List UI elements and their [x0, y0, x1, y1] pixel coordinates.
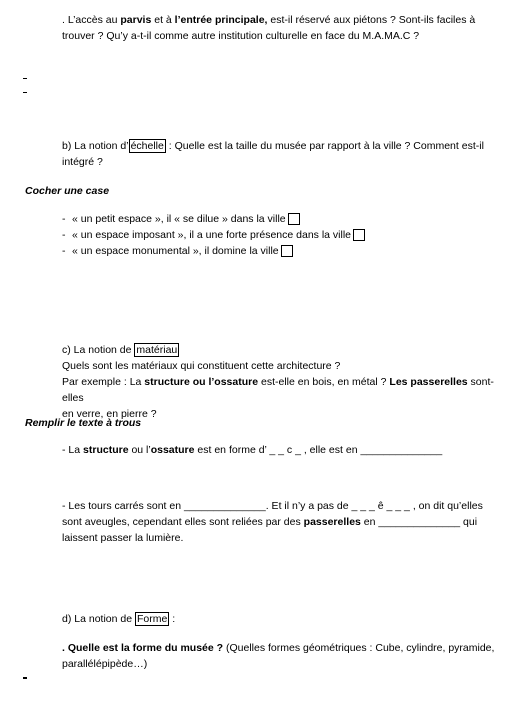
option-label: « un petit espace », il « se dilue » dans la ville	[72, 213, 286, 225]
bold-ossature: ossature	[150, 444, 195, 456]
answer-dash	[23, 78, 27, 79]
answer-dash	[23, 677, 27, 679]
section-b-question: : Quelle est la taille du musée par rapport à la ville ? Comment est-il	[165, 140, 484, 152]
bold-entree: l’entrée principale,	[174, 14, 268, 26]
checkbox[interactable]	[281, 245, 293, 257]
checkbox[interactable]	[353, 229, 365, 241]
bold-forme-question: . Quelle est la forme du musée ?	[62, 642, 224, 654]
instruction-checkbox: Cocher une case	[25, 185, 110, 197]
section-d-prefix: d) La notion de	[62, 613, 135, 625]
fill-sentence-1	[62, 442, 507, 458]
question-access	[62, 12, 502, 44]
option-3: - « un espace monumental », il domine la ville	[62, 243, 365, 259]
instruction-fill: Remplir le texte à trous	[25, 417, 142, 429]
text: ou l’	[128, 444, 151, 456]
option-label: « un espace monumental », il domine la ville	[72, 245, 279, 257]
text: :	[169, 613, 176, 625]
option-2: - « un espace imposant », il a une forte présence dans la ville	[62, 227, 365, 243]
text: en ______________ qui	[360, 516, 478, 528]
term-forme: Forme	[136, 613, 168, 625]
checkbox[interactable]	[288, 213, 300, 225]
section-b-line2: intégré ?	[62, 156, 103, 168]
text: et à	[151, 14, 175, 26]
fill-sentence-2	[62, 498, 507, 546]
section-d	[62, 611, 175, 627]
term-materiau: matériau	[136, 344, 178, 356]
bold-parvis: parvis	[120, 14, 152, 26]
bold-passerelles: passerelles	[303, 516, 361, 528]
term-echelle: échelle	[130, 140, 164, 152]
fill2-line1: - Les tours carrés sont en ______________. Et il n’y a pas de _ _ _ ê _ _ _ , on dit qu’elles	[62, 500, 483, 512]
bold-structure: structure ou l’ossature	[144, 376, 259, 388]
section-c	[62, 342, 512, 422]
section-c-line4: en verre, en pierre ?	[62, 408, 157, 420]
section-b-prefix: b) La notion d’	[62, 140, 129, 152]
text: est-il réservé aux piétons ? Sont-ils faciles à	[267, 14, 476, 26]
text: est-elle en bois, en métal ?	[258, 376, 390, 388]
text: Par exemple : La	[62, 376, 145, 388]
fill2-line3: laissent passer la lumière.	[62, 532, 184, 544]
section-b	[62, 138, 502, 170]
answer-dash	[23, 92, 27, 93]
question-forme-line2: parallélépipède…)	[62, 658, 148, 670]
section-c-prefix: c) La notion de	[62, 344, 135, 356]
question-access-line2: trouver ? Qu’y a-t-il comme autre institution culturelle en face du M.A.MA.C ?	[62, 30, 420, 42]
question-forme	[62, 640, 512, 672]
option-label: « un espace imposant », il a une forte présence dans la ville	[72, 229, 352, 241]
bold-passerelles: Les passerelles	[389, 376, 468, 388]
text: est en forme d’ _ _ c _ , elle est en ______________	[194, 444, 443, 456]
checkbox-options	[62, 211, 365, 259]
text: . L’accès au	[62, 14, 121, 26]
text: sont aveugles, cependant elles sont reliées par des	[62, 516, 304, 528]
text: - La	[62, 444, 84, 456]
text: sont-elles	[62, 376, 494, 404]
text: (Quelles formes géométriques : Cube, cylindre, pyramide,	[223, 642, 495, 654]
option-1: - « un petit espace », il « se dilue » dans la ville	[62, 211, 365, 227]
section-c-line2: Quels sont les matériaux qui constituent cette architecture ?	[62, 360, 341, 372]
bold-structure: structure	[83, 444, 129, 456]
